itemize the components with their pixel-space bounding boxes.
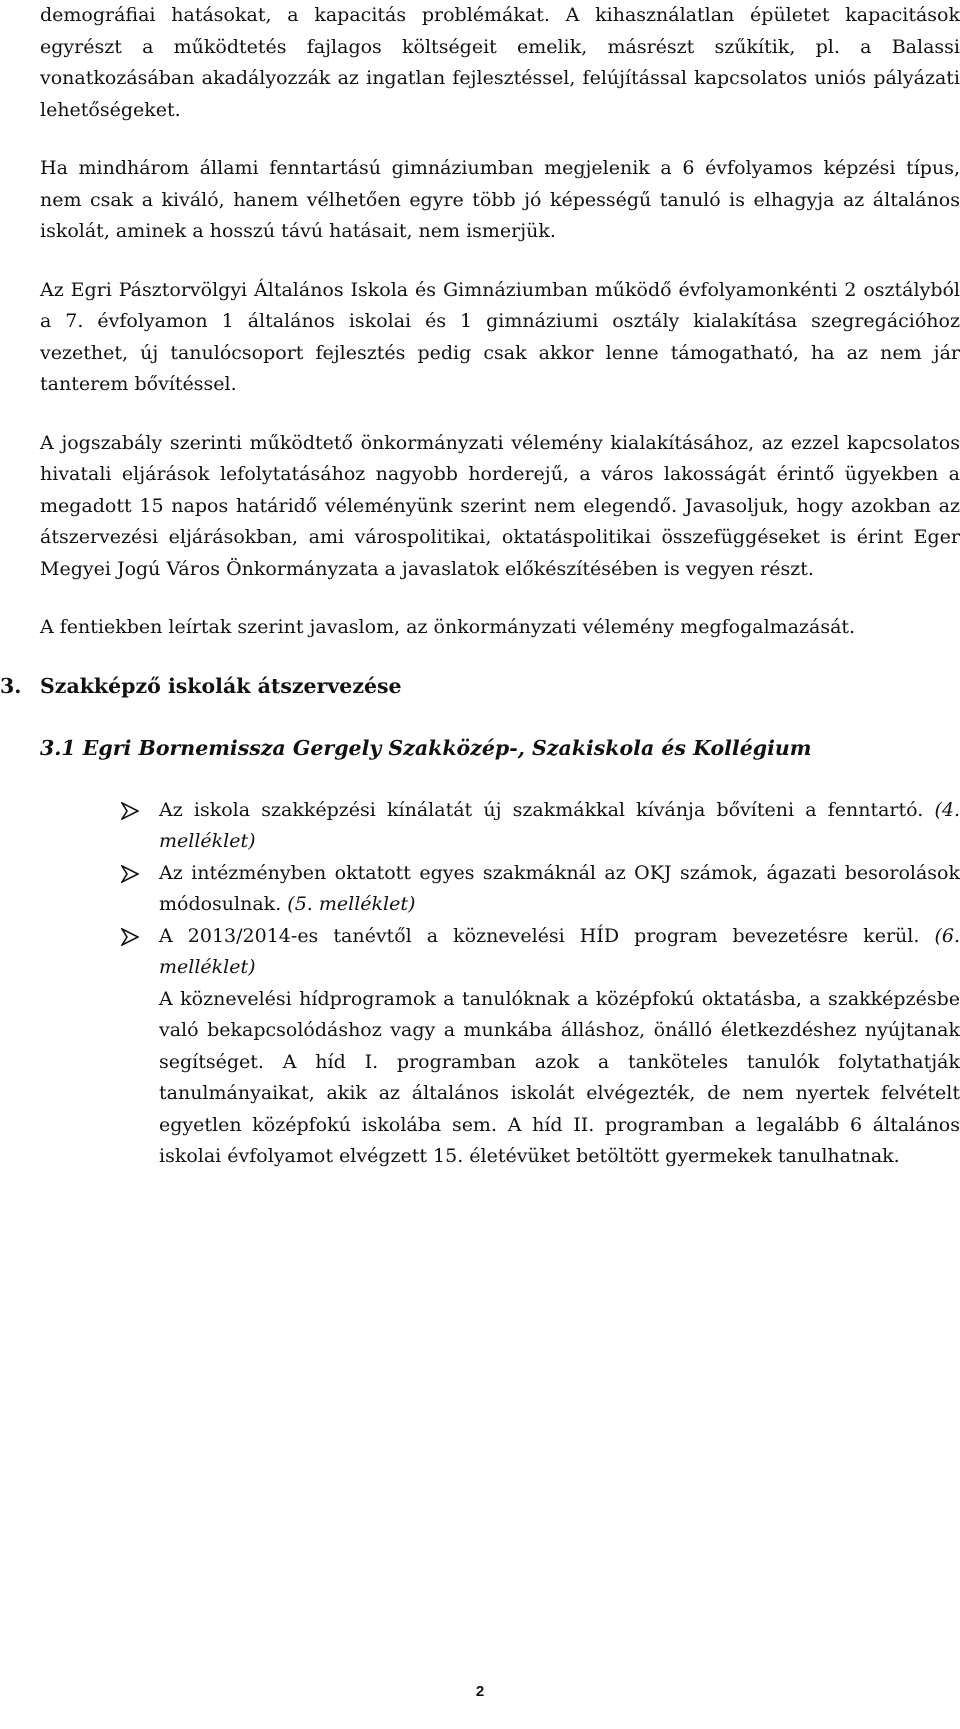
list-item-text: Az intézményben oktatott egyes szakmáknál az OKJ számok, ágazati besorolások módosulnak. [159,861,960,915]
hid-program-description: A köznevelési hídprogramok a tanulóknak a középfokú oktatásba, a szakképzésbe való bekapcsolódáshoz vagy a munkába álláshoz, önálló életkezdéshez nyújtanak segítséget. A híd I. programban azok a tanköteles tanulók folytathatják tanulmányaikat, akik az általános iskolát elvégezték, de nem nyertek felvételt egyetlen középfokú iskolába sem. A híd II. programban a legalább 6 általános iskolai évfolyamot elvégzett 15. életévüket betöltött gyermekek tanulhatnak. [159,987,960,1167]
list-item [159,795,960,858]
list-item-text: Az iskola szakképzési kínálatát új szakmákkal kívánja bővíteni a fenntartó. [159,798,935,821]
arrowhead-bullet-icon [121,795,145,826]
paragraph-pasztorvolgyi: Az Egri Pásztorvölgyi Általános Iskola és Gimnáziumban működő évfolyamonkénti 2 osztályból a 7. évfolyamon 1 általános iskolai és 1 gimnáziumi osztály kialakítása szegregációhoz vezethet, új tanulócsoport fejlesztés pedig csak akkor lenne támogatható, ha az nem jár tanterem bővítéssel. [40,278,960,395]
section-number: 3. [0,673,22,698]
section-title: Szakképző iskolák átszervezése [40,673,402,698]
paragraph-six-year-grammar: Ha mindhárom állami fenntartású gimnáziumban megjelenik a 6 évfolyamos képzési típus, nem csak a kiváló, hanem vélhetően egyre több jó képességű tanuló is elhagyja az általános iskolát, aminek a hosszú távú hatásait, nem ismerjük. [40,157,960,242]
list-item [159,921,960,1173]
annex-reference: (5. melléklet) [287,893,416,915]
list-item-text: A 2013/2014-es tanévtől a köznevelési HÍD program bevezetésre kerül. [159,924,935,947]
paragraph-capacity: demográfiai hatásokat, a kapacitás problémákat. A kihasználatlan épületet kapacitások egyrészt a működtetés fajlagos költségeit emelik, másrészt szűkítik, pl. a Balassi vonatkozásában akadályozzák az ingatlan fejlesztéssel, felújítással kapcsolatos uniós pályázati lehetőségeket. [40,4,960,121]
paragraph-legal-opinion: A jogszabály szerinti működtető önkormányzati vélemény kialakításához, az ezzel kapcsolatos hivatali eljárások lefolytatásához nagyobb horderejű, a város lakosságát érintő ügyekben a megadott 15 napos határidő véleményünk szerint nem elegendő. Javasoljuk, hogy azokban az átszervezési eljárásokban, ami várospolitikai, oktatáspolitikai összefüggéseket is érint Eger Megyei Jogú Város Önkormányzata a javaslatok előkészítésében is vegyen részt. [40,431,960,580]
subsection-heading: 3.1 Egri Bornemissza Gergely Szakközép-, Szakiskola és Kollégium [40,735,812,760]
paragraph-proposal: A fentiekben leírtak szerint javaslom, az önkormányzati vélemény megfogalmazását. [40,616,856,638]
page-number: 2 [475,1683,485,1700]
list-item [159,858,960,921]
arrowhead-bullet-icon [121,921,145,952]
section-heading [0,671,920,702]
arrowhead-bullet-icon [121,858,145,889]
annex-reference: (6. melléklet) [159,924,960,978]
annex-reference: (4. melléklet) [159,798,960,852]
bullet-list [40,795,960,1173]
